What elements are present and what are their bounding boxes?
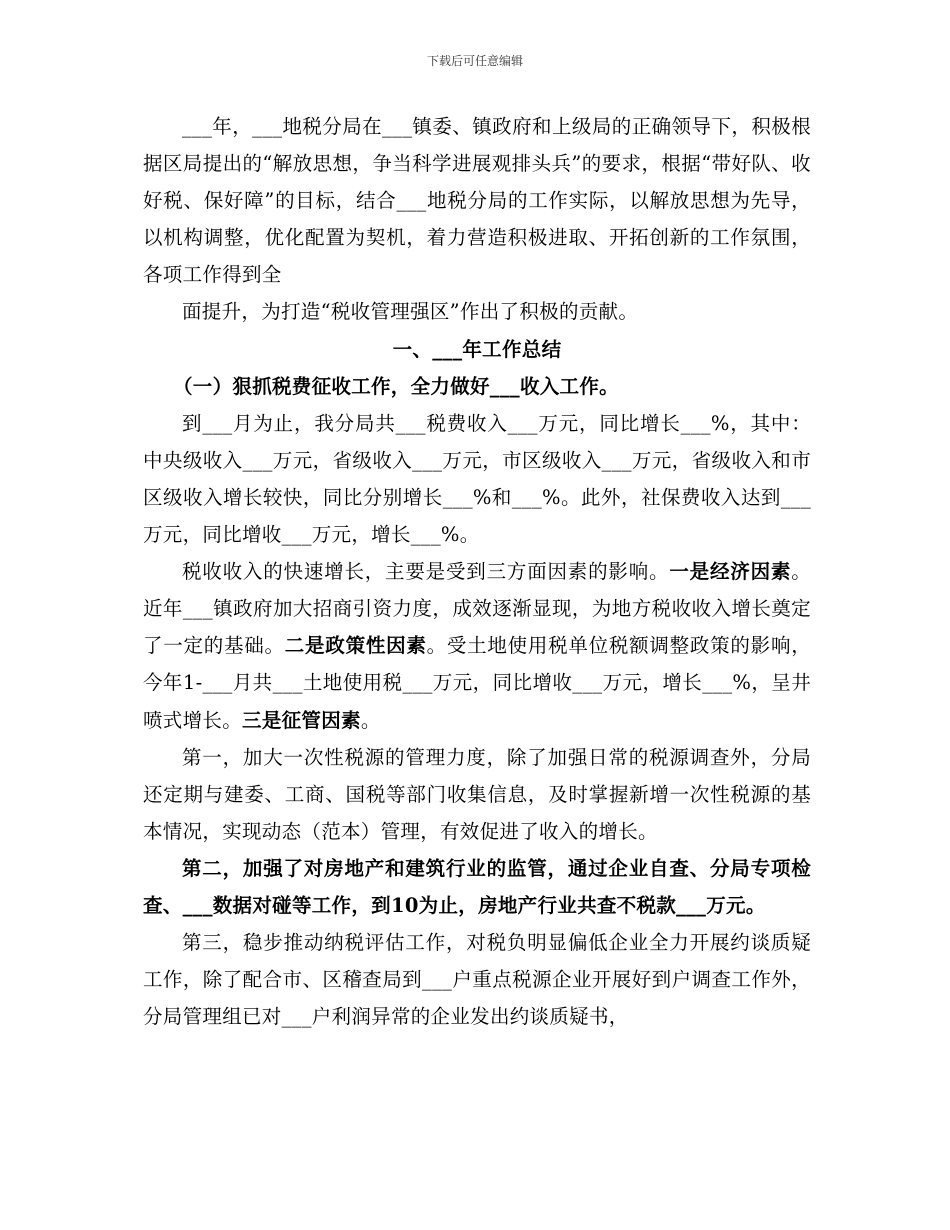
text-segment: ___年，___地税分局在___镇委、镇政府和上级局的正确领导下，积极根据区局提出的“解放思想，争当科学进展观排头兵”的要求，根据“带好队、收好税、保好障”的目标，结合___地税分局的工作实际，以解放思想为先导，以机构调整，优化配置为契机，着力营造积极进取、开拓创新的工作氛围，各项工作得到全: [143, 115, 811, 287]
text-segment: 到___月为止，我分局共___税费收入___万元，同比增长___%，其中：中央级收入___万元，省级收入___万元，市区级收入___万元，省级收入和市区级收入增长较快，同比分别增长___%和___%。此外，社保费收入达到___万元，同比增收___万元，增长___%。: [143, 411, 811, 547]
paragraph: [143, 405, 811, 553]
text-segment: 面提升，为打造“税收管理强区”作出了积极的贡献。: [182, 300, 639, 324]
text-segment: 税收收入的快速增长，主要是受到三方面因素的影响。: [182, 560, 670, 584]
text-segment: 第一，加大一次性税源的管理力度，除了加强日常的税源调查外，分局还定期与建委、工商、国税等部门收集信息，及时掌握新增一次性税源的基本情况，实现动态（范本）管理，有效促进了收入的增长。: [143, 745, 811, 843]
document-body: [143, 108, 811, 1035]
text-segment: 第三，稳步推动纳税评估工作，对税负明显偏低企业全力开展约谈质疑工作，除了配合市、区稽查局到___户重点税源企业开展好到户调查工作外，分局管理组已对___户利润异常的企业发出约谈质疑书，: [143, 931, 811, 1029]
paragraph: [143, 924, 811, 1035]
page-header: 下载后可任意编辑: [426, 54, 523, 68]
subsection-heading: [143, 368, 811, 405]
section-heading: [143, 331, 811, 368]
bold-text-segment: （一）狠抓税费征收工作，全力做好___收入工作。: [173, 374, 619, 398]
paragraph: [143, 293, 811, 330]
bold-text-segment: 第二，加强了对房地产和建筑行业的监管，通过企业自查、分局专项检查、___数据对碰等工作，到10为止，房地产行业共查不税款___万元。: [143, 856, 811, 917]
bold-text-segment: 一是经济因素: [669, 560, 792, 584]
text-segment: 。受土地使用税单位税额调整政策的影响，今年1-___月共___土地使用税___万元，同比增收___万元，增长___%，呈井喷式增长。: [143, 634, 811, 732]
paragraph: [143, 739, 811, 850]
paragraph: [143, 850, 811, 924]
bold-text-segment: 二是政策性因素: [284, 634, 427, 658]
paragraph: [143, 553, 811, 738]
text-segment: 。: [360, 708, 381, 732]
text-segment: 。近年___镇政府加大招商引资力度，成效逐渐显现，为地方税收收入增长奠定了一定的基础。: [143, 560, 811, 658]
bold-text-segment: 三是征管因素: [242, 708, 361, 732]
paragraph: [143, 108, 811, 293]
bold-text-segment: 一、___年工作总结: [392, 337, 562, 361]
